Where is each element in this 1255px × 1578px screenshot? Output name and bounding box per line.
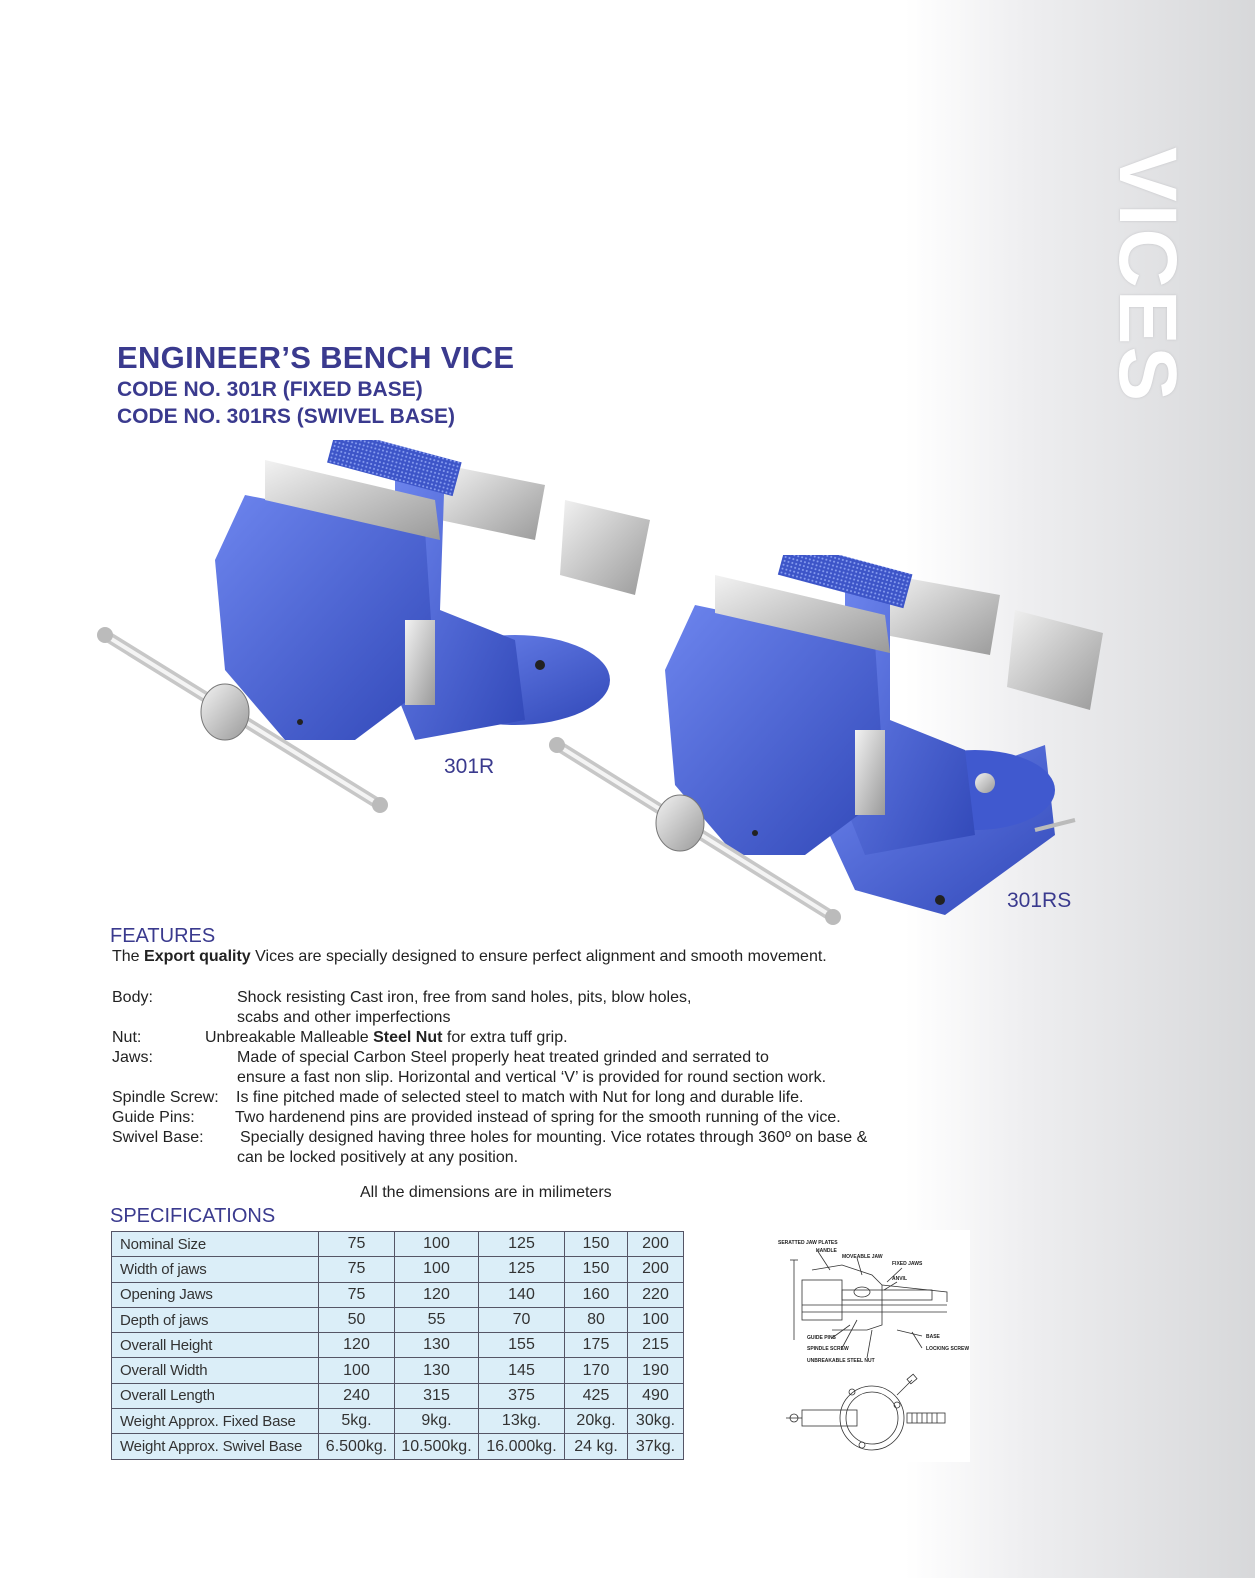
spec-row <box>112 1409 684 1434</box>
spec-cell: 20kg. <box>565 1409 628 1434</box>
diagram-label-moveable-jaw: MOVEABLE JAW <box>842 1254 883 1260</box>
jaws-text-line2: ensure a fast non slip. Horizontal and vertical ‘V’ is provided for round section work. <box>237 1069 827 1086</box>
spec-row-label: Overall Width <box>112 1358 319 1383</box>
spec-cell: 13kg. <box>479 1409 565 1434</box>
diagram-label-serrated: SERATTED JAW PLATES <box>778 1240 838 1246</box>
spec-cell: 175 <box>565 1333 628 1358</box>
spec-cell: 215 <box>628 1333 684 1358</box>
swivel-base-label: Swivel Base: <box>112 1129 204 1146</box>
handle-end <box>97 627 113 643</box>
diagram-label-guide-pins: GUIDE PINS <box>807 1335 836 1341</box>
spec-cell: 50 <box>319 1307 395 1332</box>
diagram-label-base: BASE <box>926 1334 940 1340</box>
spec-cell: 75 <box>319 1282 395 1307</box>
jaws-text-line1: Made of special Carbon Steel properly heat treated grinded and serrated to <box>237 1049 769 1066</box>
spec-row <box>112 1383 684 1408</box>
spec-cell: 100 <box>319 1358 395 1383</box>
spec-cell: 5kg. <box>319 1409 395 1434</box>
handle-end <box>825 909 841 925</box>
diagram-label-handle: HANDLE <box>816 1248 837 1254</box>
spec-cell: 120 <box>395 1282 479 1307</box>
spec-row-label: Overall Length <box>112 1383 319 1408</box>
spec-row-label: Weight Approx. Swivel Base <box>112 1434 319 1459</box>
spec-cell: 30kg. <box>628 1409 684 1434</box>
spec-cell: 425 <box>565 1383 628 1408</box>
body-label: Body: <box>112 989 153 1006</box>
spec-cell: 10.500kg. <box>395 1434 479 1459</box>
guide-pin <box>855 730 885 815</box>
spec-cell: 170 <box>565 1358 628 1383</box>
spec-cell: 240 <box>319 1383 395 1408</box>
diagram-label-locking-screw: LOCKING SCREW <box>926 1346 970 1352</box>
body-text-line1: Shock resisting Cast iron, free from sand holes, pits, blow holes, <box>237 989 692 1006</box>
spec-cell: 140 <box>479 1282 565 1307</box>
spec-cell: 145 <box>479 1358 565 1383</box>
spec-cell: 125 <box>479 1232 565 1257</box>
guide-pin <box>405 620 435 705</box>
spec-cell: 100 <box>628 1307 684 1332</box>
specifications-table <box>111 1231 684 1460</box>
diagram-label-steel-nut: UNBREAKABLE STEEL NUT <box>807 1358 875 1364</box>
mount-hole <box>935 895 945 905</box>
spec-cell: 100 <box>395 1257 479 1282</box>
vice-301rs-image <box>545 555 1105 935</box>
handle-end <box>549 737 565 753</box>
spec-row <box>112 1232 684 1257</box>
spec-row-label: Nominal Size <box>112 1232 319 1257</box>
spec-row <box>112 1257 684 1282</box>
vice-parts-diagram <box>772 1230 970 1462</box>
code-fixed-base: CODE NO. 301R (FIXED BASE) <box>117 378 423 401</box>
spec-cell: 130 <box>395 1333 479 1358</box>
spec-row-label: Opening Jaws <box>112 1282 319 1307</box>
code-swivel-base: CODE NO. 301RS (SWIVEL BASE) <box>117 405 456 428</box>
jaws-label: Jaws: <box>112 1049 153 1066</box>
specifications-heading: SPECIFICATIONS <box>110 1205 276 1227</box>
spec-row-label: Weight Approx. Fixed Base <box>112 1409 319 1434</box>
spec-row-label: Depth of jaws <box>112 1307 319 1332</box>
spec-cell: 200 <box>628 1232 684 1257</box>
mount-hole <box>535 660 545 670</box>
diagram-label-fixed-jaws: FIXED JAWS <box>892 1261 923 1267</box>
spec-cell: 490 <box>628 1383 684 1408</box>
spec-cell: 315 <box>395 1383 479 1408</box>
spec-cell: 37kg. <box>628 1434 684 1459</box>
spec-cell: 160 <box>565 1282 628 1307</box>
spec-cell: 80 <box>565 1307 628 1332</box>
label-301r: 301R <box>444 755 495 778</box>
dimension-note: All the dimensions are in milimeters <box>360 1184 612 1201</box>
features-intro: The Export quality Vices are specially designed to ensure perfect alignment and smooth movement. <box>112 948 827 965</box>
spec-cell: 200 <box>628 1257 684 1282</box>
body-text-line2: scabs and other imperfections <box>237 1009 451 1026</box>
spec-row <box>112 1358 684 1383</box>
spec-row <box>112 1434 684 1459</box>
features-heading: FEATURES <box>110 925 216 947</box>
spec-cell: 150 <box>565 1257 628 1282</box>
spec-cell: 16.000kg. <box>479 1434 565 1459</box>
spec-row <box>112 1282 684 1307</box>
locking-bolt <box>975 773 995 793</box>
spec-cell: 9kg. <box>395 1409 479 1434</box>
label-301rs: 301RS <box>1007 889 1072 912</box>
spec-cell: 75 <box>319 1232 395 1257</box>
guide-pins-label: Guide Pins: <box>112 1109 195 1126</box>
spec-cell: 120 <box>319 1333 395 1358</box>
pin-hole <box>752 830 758 836</box>
spec-cell: 70 <box>479 1307 565 1332</box>
anvil-block <box>1007 610 1103 710</box>
spec-cell: 125 <box>479 1257 565 1282</box>
spec-cell: 55 <box>395 1307 479 1332</box>
spec-cell: 75 <box>319 1257 395 1282</box>
spindle-label: Spindle Screw: <box>112 1089 219 1106</box>
spec-cell: 190 <box>628 1358 684 1383</box>
handle-ball <box>656 795 704 851</box>
nut-label: Nut: <box>112 1029 142 1046</box>
diagram-label-anvil: ANVIL <box>892 1276 907 1282</box>
section-title-vertical: VICES <box>1102 146 1193 404</box>
guide-pins-text: Two hardenend pins are provided instead of spring for the smooth running of the vice. <box>235 1109 841 1126</box>
spec-cell: 220 <box>628 1282 684 1307</box>
swivel-base-text-line1: Specially designed having three holes for mounting. Vice rotates through 360º on base & <box>240 1129 868 1146</box>
diagram-label-spindle-screw: SPINDLE SCREW <box>807 1346 849 1352</box>
nut-text: Unbreakable Malleable Steel Nut for extra tuff grip. <box>205 1029 568 1046</box>
spec-row-label: Width of jaws <box>112 1257 319 1282</box>
spec-row <box>112 1307 684 1332</box>
spec-row <box>112 1333 684 1358</box>
spec-cell: 100 <box>395 1232 479 1257</box>
spindle-text: Is fine pitched made of selected steel to match with Nut for long and durable life. <box>236 1089 804 1106</box>
product-title: ENGINEER’S BENCH VICE <box>117 340 515 375</box>
swivel-base-text-line2: can be locked positively at any position. <box>237 1149 519 1166</box>
spec-cell: 155 <box>479 1333 565 1358</box>
spec-cell: 150 <box>565 1232 628 1257</box>
spec-cell: 6.500kg. <box>319 1434 395 1459</box>
spec-cell: 130 <box>395 1358 479 1383</box>
handle-end <box>372 797 388 813</box>
spec-cell: 24 kg. <box>565 1434 628 1459</box>
spec-cell: 375 <box>479 1383 565 1408</box>
spec-row-label: Overall Height <box>112 1333 319 1358</box>
pin-hole <box>297 719 303 725</box>
handle-ball <box>201 684 249 740</box>
